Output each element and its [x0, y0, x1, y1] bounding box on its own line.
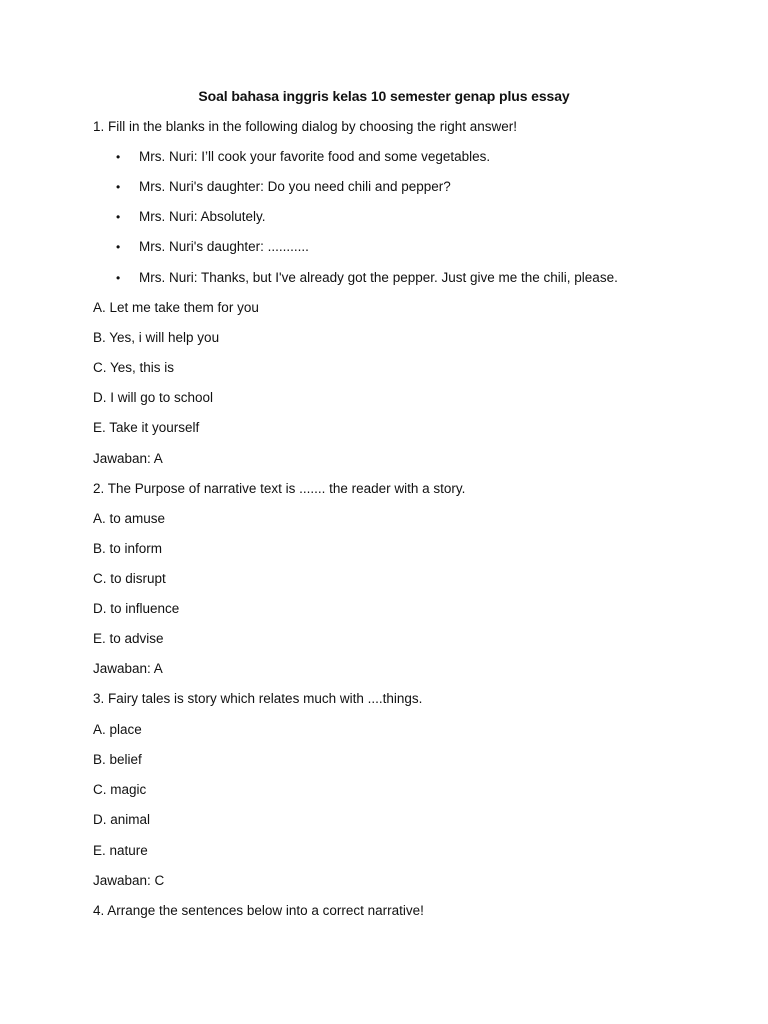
q2-option-a: A. to amuse: [93, 511, 166, 526]
bullet-icon: •: [116, 150, 121, 164]
q1-option-c: C. Yes, this is: [93, 360, 175, 375]
q2-option-e: E. to advise: [93, 631, 164, 646]
dialog-text: Mrs. Nuri: Absolutely.: [139, 209, 266, 224]
question-3: 3. Fairy tales is story which relates much with ....things.: [93, 691, 423, 706]
q1-option-b: B. Yes, i will help you: [93, 330, 220, 345]
bullet-icon: •: [116, 271, 121, 285]
dialog-text: Mrs. Nuri: Thanks, but I've already got the pepper. Just give me the chili, please.: [139, 270, 618, 285]
question-4: 4. Arrange the sentences below into a correct narrative!: [93, 903, 424, 918]
dialog-text: Mrs. Nuri's daughter: Do you need chili and pepper?: [139, 179, 451, 194]
q3-option-e: E. nature: [93, 843, 148, 858]
dialog-text: Mrs. Nuri's daughter: ...........: [139, 239, 309, 254]
q1-option-e: E. Take it yourself: [93, 420, 200, 435]
q3-option-a: A. place: [93, 722, 142, 737]
dialog-line-4: [116, 238, 309, 256]
bullet-icon: •: [116, 240, 121, 254]
q2-option-c: C. to disrupt: [93, 571, 166, 586]
q3-option-c: C. magic: [93, 782, 147, 797]
q2-answer: Jawaban: A: [93, 661, 163, 676]
bullet-icon: •: [116, 180, 121, 194]
q3-option-d: D. animal: [93, 812, 151, 827]
document-title: Soal bahasa inggris kelas 10 semester genap plus essay: [198, 88, 570, 104]
dialog-line-2: [116, 178, 451, 196]
bullet-icon: •: [116, 210, 121, 224]
dialog-line-1: [116, 148, 490, 166]
q1-option-d: D. I will go to school: [93, 390, 214, 405]
q1-answer: Jawaban: A: [93, 451, 163, 466]
q1-option-a: A. Let me take them for you: [93, 300, 259, 315]
question-2: 2. The Purpose of narrative text is ....... the reader with a story.: [93, 481, 466, 496]
dialog-text: Mrs. Nuri: I’ll cook your favorite food and some vegetables.: [139, 149, 491, 164]
q3-option-b: B. belief: [93, 752, 142, 767]
q2-option-d: D. to influence: [93, 601, 180, 616]
dialog-line-5: [116, 269, 618, 287]
dialog-line-3: [116, 208, 266, 226]
q2-option-b: B. to inform: [93, 541, 163, 556]
question-1: 1. Fill in the blanks in the following dialog by choosing the right answer!: [93, 119, 517, 134]
q3-answer: Jawaban: C: [93, 873, 165, 888]
